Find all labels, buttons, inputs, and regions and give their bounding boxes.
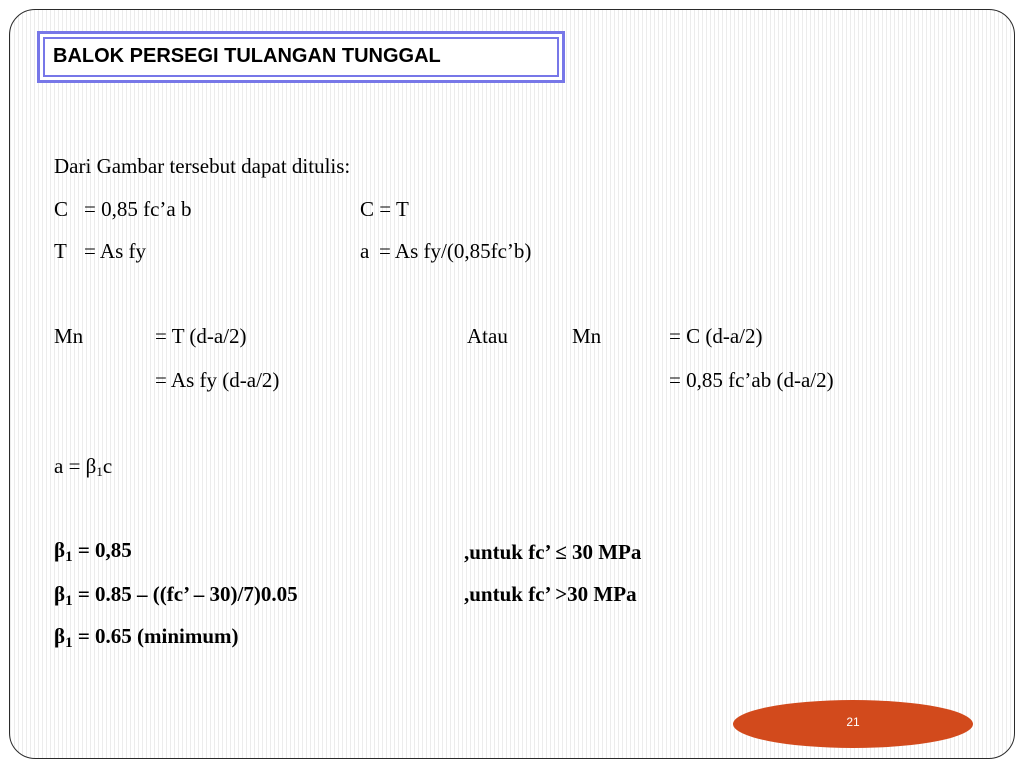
beta-symbol: β [54, 624, 66, 648]
beta-symbol: β [54, 538, 66, 562]
a-suffix: c [102, 454, 113, 478]
eq-a-lhs: a [360, 239, 370, 263]
eq-c-equals-t: C = T [360, 197, 409, 221]
beta-rule-2 [54, 582, 298, 609]
eq-c-rhs: = 0,85 fc’a b [84, 197, 192, 221]
beta-rule-3 [54, 624, 239, 651]
beta-symbol: β [54, 582, 66, 606]
atau-label: Atau [467, 324, 508, 348]
intro-text: Dari Gambar tersebut dapat ditulis: [54, 154, 351, 178]
a-beta-equation [54, 456, 112, 477]
mn-label-right: Mn [572, 324, 602, 348]
beta-subscript: 1 [65, 549, 73, 565]
eq-t-rhs: = As fy [84, 239, 147, 263]
mn-c-line1: = C (d-a/2) [669, 324, 763, 348]
eq-c-lhs: C [54, 197, 69, 221]
beta2-condition: ,untuk fc’ >30 MPa [464, 582, 637, 606]
mn-label: Mn [54, 324, 84, 348]
beta1-condition: ,untuk fc’ ≤ 30 MPa [464, 540, 642, 564]
eq-t-lhs: T [54, 239, 67, 263]
page-number-badge [733, 700, 973, 748]
beta1-value: = 0,85 [77, 538, 132, 562]
a-prefix: a = β [54, 454, 97, 478]
beta3-value: = 0.65 (minimum) [77, 624, 239, 648]
beta-rule-1 [54, 538, 132, 565]
page-number: 21 [846, 715, 860, 729]
a-beta-subscript: 1 [96, 464, 103, 479]
mn-t-line1: = T (d-a/2) [155, 324, 247, 348]
title-box [37, 31, 565, 83]
slide-title: BALOK PERSEGI TULANGAN TUNGGAL [53, 45, 441, 67]
mn-t-line2: = As fy (d-a/2) [155, 368, 280, 392]
eq-a-rhs: = As fy/(0,85fc’b) [379, 239, 532, 263]
mn-c-line2: = 0,85 fc’ab (d-a/2) [669, 368, 834, 392]
beta-subscript: 1 [65, 593, 73, 609]
beta2-value: = 0.85 – ((fc’ – 30)/7)0.05 [77, 582, 298, 606]
beta-subscript: 1 [65, 635, 73, 651]
